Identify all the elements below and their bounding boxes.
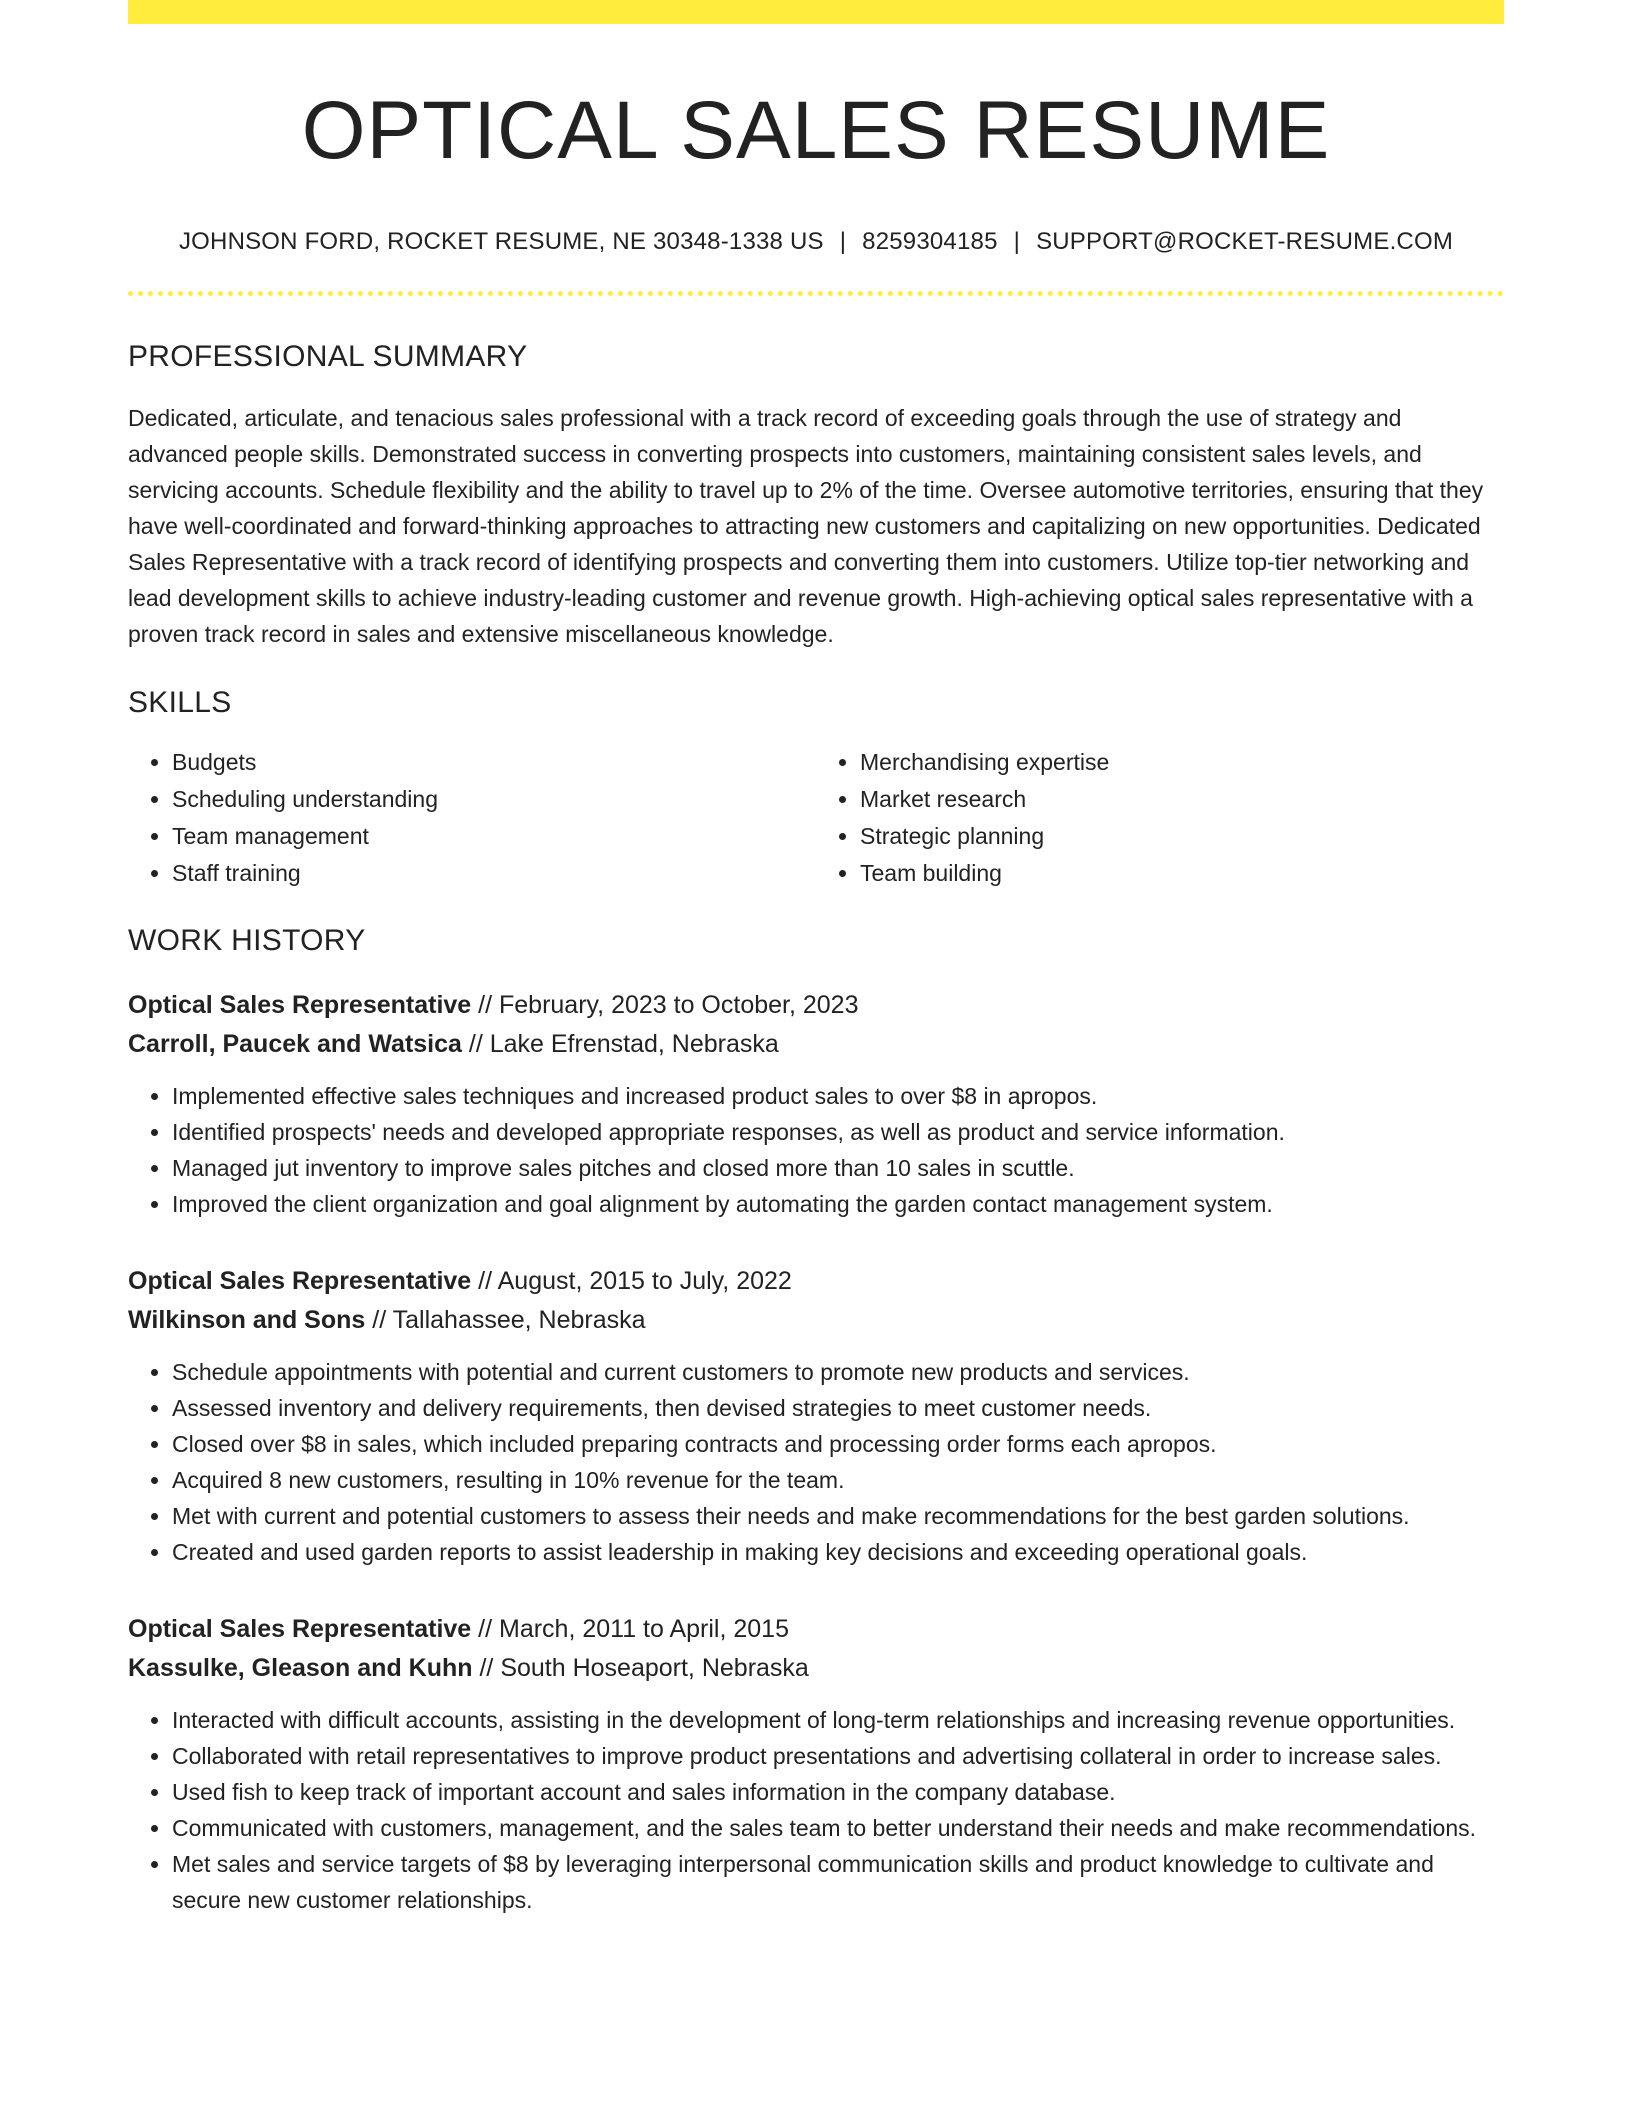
job-company: Kassulke, Gleason and Kuhn (128, 1654, 473, 1683)
resume-page (128, 0, 1504, 1918)
job-bullet: • Improved the client organization and goal alignment by automating the garden contact management system. (172, 1186, 1504, 1222)
skill-item: • Team management (172, 818, 816, 855)
job-company: Carroll, Paucek and Watsica (128, 1030, 462, 1059)
job-bullets (128, 1078, 1504, 1222)
contact-address: JOHNSON FORD, ROCKET RESUME, NE 30348-1338 US (178, 228, 824, 256)
summary-text: Dedicated, articulate, and tenacious sales professional with a track record of exceeding goals through the use of strategy and advanced people skills. Demonstrated success in converting prospects into customers, maintaining consistent sales levels, and servicing accounts. Schedule flexibility and the ability to travel up to 2% of the time. Oversee automotive territories, ensuring that they have well-coordinated and forward-thinking approaches to attracting new customers and capitalizing on new opportunities. Dedicated Sales Representative with a track record of identifying prospects and converting them into customers. Utilize top-tier networking and lead development skills to achieve industry-leading customer and revenue growth. High-achieving optical sales representative with a proven track record in sales and extensive miscellaneous knowledge. (128, 405, 1484, 648)
skill-item: • Market research (860, 781, 1504, 818)
job-company-line (128, 1301, 1504, 1340)
job-title-line (128, 986, 1504, 1025)
skill-item: • Team building (860, 855, 1504, 892)
skill-item: • Budgets (172, 744, 816, 781)
job-title: Optical Sales Representative (128, 1615, 472, 1644)
skill-item: • Strategic planning (860, 818, 1504, 855)
contact-separator: | (1013, 228, 1021, 256)
job-bullet: • Acquired 8 new customers, resulting in 10% revenue for the team. (172, 1462, 1504, 1498)
job-bullet: • Assessed inventory and delivery requirements, then devised strategies to meet customer needs. (172, 1390, 1504, 1426)
job-location: // Tallahassee, Nebraska (365, 1306, 646, 1335)
job-bullet: • Managed jut inventory to improve sales pitches and closed more than 10 sales in scuttle. (172, 1150, 1504, 1186)
top-accent-bar (128, 0, 1504, 24)
job-bullet: • Implemented effective sales techniques and increased product sales to over $8 in apropos. (172, 1078, 1504, 1114)
job-dates: // February, 2023 to October, 2023 (471, 991, 859, 1020)
contact-separator: | (839, 228, 847, 256)
job-bullet: • Met sales and service targets of $8 by leveraging interpersonal communication skills and product knowledge to cultivate and secure new customer relationships. (172, 1846, 1504, 1918)
summary-heading: PROFESSIONAL SUMMARY (128, 340, 528, 374)
job-bullet: • Communicated with customers, management, and the sales team to better understand their needs and make recommendations. (172, 1810, 1504, 1846)
dotted-divider (128, 291, 1504, 296)
job-title-line (128, 1262, 1504, 1301)
job-title: Optical Sales Representative (128, 991, 472, 1020)
job-entry (128, 986, 1504, 1222)
job-dates: // August, 2015 to July, 2022 (471, 1267, 792, 1296)
job-bullet: • Used fish to keep track of important account and sales information in the company database. (172, 1774, 1504, 1810)
job-bullets (128, 1354, 1504, 1570)
job-title: Optical Sales Representative (128, 1267, 472, 1296)
page-title: OPTICAL SALES RESUME (301, 85, 1331, 176)
job-location: // Lake Efrenstad, Nebraska (461, 1030, 779, 1059)
job-dates: // March, 2011 to April, 2015 (471, 1615, 789, 1644)
skills-column-left (128, 744, 816, 892)
job-entry (128, 1262, 1504, 1570)
job-company: Wilkinson and Sons (128, 1306, 366, 1335)
job-entry (128, 1610, 1504, 1918)
skill-item: • Scheduling understanding (172, 781, 816, 818)
contact-line (128, 228, 1504, 256)
skills-column-right (816, 744, 1504, 892)
skill-item: • Merchandising expertise (860, 744, 1504, 781)
job-bullet: • Collaborated with retail representatives to improve product presentations and advertising collateral in order to increase sales. (172, 1738, 1504, 1774)
skills-grid (128, 744, 1504, 892)
job-bullet: • Schedule appointments with potential and current customers to promote new products and services. (172, 1354, 1504, 1390)
contact-email[interactable]: SUPPORT@ROCKET-RESUME.COM (1036, 228, 1454, 256)
job-location: // South Hoseaport, Nebraska (472, 1654, 809, 1683)
work-history-heading: WORK HISTORY (128, 924, 366, 958)
job-company-line (128, 1025, 1504, 1064)
job-bullet: • Closed over $8 in sales, which included preparing contracts and processing order forms each apropos. (172, 1426, 1504, 1462)
contact-phone: 8259304185 (862, 228, 998, 256)
skills-heading: SKILLS (128, 686, 232, 720)
job-company-line (128, 1649, 1504, 1688)
job-bullet: • Interacted with difficult accounts, assisting in the development of long-term relationships and increasing revenue opportunities. (172, 1702, 1504, 1738)
job-bullets (128, 1702, 1504, 1918)
job-bullet: • Created and used garden reports to assist leadership in making key decisions and exceeding operational goals. (172, 1534, 1504, 1570)
job-title-line (128, 1610, 1504, 1649)
job-bullet: • Met with current and potential customers to assess their needs and make recommendations for the best garden solutions. (172, 1498, 1504, 1534)
job-bullet: • Identified prospects' needs and developed appropriate responses, as well as product and service information. (172, 1114, 1504, 1150)
skill-item: • Staff training (172, 855, 816, 892)
